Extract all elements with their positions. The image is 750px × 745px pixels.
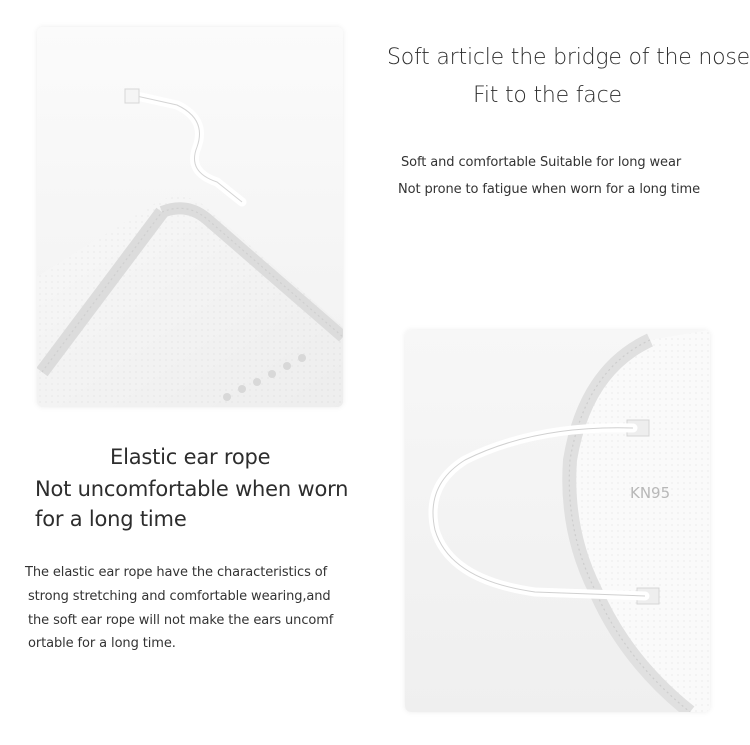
nose-bridge-illustration bbox=[37, 27, 343, 407]
ear-rope-desc-line4: ortable for a long time. bbox=[28, 636, 176, 651]
ear-rope-title-line1: Elastic ear rope bbox=[110, 445, 271, 469]
ear-rope-photo bbox=[405, 330, 710, 712]
ear-rope-desc-line3: the soft ear rope will not make the ears uncomf bbox=[28, 613, 334, 628]
ear-rope-title-line3: for a long time bbox=[35, 507, 187, 531]
nose-bridge-title-line2: Fit to the face bbox=[473, 83, 622, 108]
mask-print-label: KN95 bbox=[630, 484, 671, 502]
ear-rope-desc-line1: The elastic ear rope have the characteristics of bbox=[25, 565, 328, 580]
ear-rope-desc-line2: strong stretching and comfortable wearing,and bbox=[28, 589, 331, 604]
nose-bridge-desc-line1: Soft and comfortable Suitable for long wear bbox=[401, 155, 682, 170]
ear-rope-title-line2: Not uncomfortable when worn bbox=[35, 477, 349, 501]
nose-bridge-desc-line2: Not prone to fatigue when worn for a long time bbox=[398, 182, 700, 197]
nose-bridge-title-line1: Soft article the bridge of the nose bbox=[387, 45, 750, 70]
ear-rope-illustration bbox=[405, 330, 710, 712]
nose-bridge-photo bbox=[37, 27, 343, 407]
